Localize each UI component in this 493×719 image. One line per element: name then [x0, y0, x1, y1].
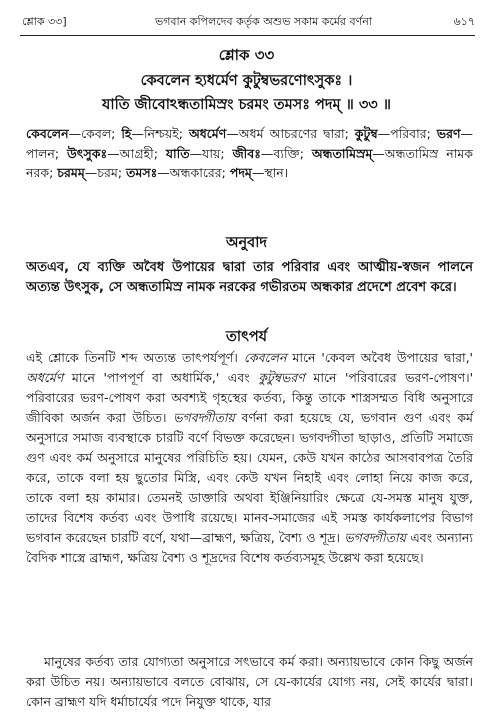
verse-line-1: কেবলেন হ্যধর্মেণ কুটুম্বভরণোৎসুকঃ ।	[140, 73, 353, 89]
synonym-meaning: স্থান	[264, 165, 284, 180]
synonym-term: হি	[121, 126, 132, 141]
synonym-meaning: ব্যক্তি	[273, 145, 300, 161]
purport-term: অধর্মেণ	[26, 370, 64, 385]
purport-text: এই শ্লোকে তিনটি শব্দ অত্যন্ত তাৎপর্যপূর্ণ।	[26, 350, 244, 365]
purport-term: ভগবদ্গীতায়	[344, 530, 406, 545]
purport-heading: তাৎপর্য	[225, 329, 268, 345]
synonym-term: অন্ধতামিস্রম্	[311, 145, 373, 161]
verse-reference: শ্লোক ৩৩]	[22, 14, 67, 28]
synonym-term: কেবলেন	[26, 126, 69, 141]
synonym-meaning: নিশ্চয়ই	[143, 126, 179, 141]
translation-text: অতএব, যে ব্যক্তি অবৈধ উপায়ের দ্বারা তার পরিবার এবং আত্মীয়-স্বজন পালনে অত্যন্ত উৎসুক, সে অন্ধতামিস্র নামক নরকের গভীরতম অন্ধকার প্রদেশে প্রবেশ করে।	[26, 260, 473, 295]
synonym-meaning: পালন	[26, 145, 55, 161]
purport-text: মানে 'পাপপূর্ণ বা অধার্মিক,' এবং	[63, 370, 259, 385]
synonyms-block: কেবলেন—কেবল; হি—নিশ্চয়ই; অধর্মেণ—অধর্ম আচরণের দ্বারা; কুটুম্ব—পরিবার; ভরণ—পালন; উৎসুকঃ—আগ্রহী; যাতি—যায়; জীবঃ—ব্যক্তি; অন্ধতামিস্রম্—অন্ধতামিস্র নামক নরক; চরমম্—চরম; তমসঃ—অন্ধকারের; পদম্—স্থান।	[26, 126, 473, 180]
translation-heading: অনুবাদ	[225, 235, 268, 251]
verse-number: শ্লোক ৩৩	[218, 46, 275, 64]
purport-paragraph-1	[26, 348, 473, 568]
synonym-term: অধর্মেণ	[188, 126, 227, 141]
purport-text: মানে 'কেবল অবৈধ উপায়ের দ্বারা,'	[286, 350, 473, 365]
purport-text: বর্ণনা করা হয়েছে যে, ভগবান গুণ এবং কর্ম অনুসারে সমাজ ব্যবস্থাকে চারটি বর্ণে বিভক্ত করেছেন। ভগবদ্গীতা ছাড়াও, প্রতিটি সমাজে গুণ এবং কর্ম অনুসারে মানুষের পরিচিতি হয়। যেমন, কেউ যখন কাঠের আসবাবপত্র তৈরি করে, তাকে বলা হয় ছুতোর মিস্ত্রি, এবং কেউ যখন নিহাই এবং লোহা নিয়ে কাজ করে, তাকে বলা হয় কামার। তেমনই ডাক্তারি অথবা ইঞ্জিনিয়ারিং ক্ষেত্রে যে-সমস্ত মানুষ যুক্ত, তাদের বিশেষ কর্তব্য এবং উপাধি রয়েছে। মানব-সমাজের এই সমস্ত কার্যকলাপের বিভাগ ভগবান করেছেন চারটি বর্ণে, যথা—ব্রাহ্মণ, ক্ষত্রিয়, বৈশ্য ও শূদ্র।	[26, 410, 473, 545]
verse-line-2: যাতি জীবোঽন্ধতামিস্রং চরমং তমসঃ পদম্ ॥ ৩৩ ॥	[102, 97, 391, 113]
synonym-term: কুটুম্ব	[354, 126, 378, 141]
synonym-term: ভরণ	[436, 126, 461, 141]
synonym-meaning: যায়	[202, 145, 221, 161]
purport-text: মানে 'পরিবারের ভরণ-পোষণ।' পরিবারের ভরণ-পোষণ করা অবশ্যই গৃহস্থের কর্তব্য, কিন্তু তাকে শাস্ত্রসম্মত বিধি অনুসারে জীবিকা অর্জন করা উচিত।	[26, 370, 474, 425]
header-divider	[20, 35, 475, 36]
chapter-title: ভগবান কপিলদেব কর্তৃক অশুভ সকাম কর্মের বর্ণনা	[155, 14, 372, 28]
purport-term: ভগবদ্গীতায়	[173, 410, 235, 425]
synonym-meaning: আগ্রহী	[119, 145, 154, 161]
synonym-term: যাতি	[165, 145, 190, 161]
running-header	[22, 12, 475, 32]
synonym-term: চরমম্	[57, 165, 85, 180]
synonym-term: তমসঃ	[126, 165, 158, 180]
purport-text: এবং অন্যান্য বৈদিক শাস্ত্রে ব্রাহ্মণ, ক্ষত্রিয় বৈশ্য ও শূদ্রদের বিশেষ কর্তব্যসমূহ উল্লেখ করা হয়েছে।	[26, 530, 473, 565]
purport-term: কেবলেন	[243, 350, 287, 365]
purport-paragraph-2: মানুষের কর্তব্য তার যোগ্যতা অনুসারে সৎভাবে কর্ম করা। অন্যায়ভাবে কোন কিছু অর্জন করা উচিত নয়। অন্যায়ভাবে বলতে বোঝায়, সে যে-কার্যের যোগ্য নয়, সেই কার্যের দ্বারা। কোন ব্রাহ্মণ যদি ধর্মাচার্যের পদে নিযুক্ত থাকে, যার	[26, 654, 473, 709]
synonym-meaning: পরিবার	[390, 126, 427, 141]
synonym-meaning: অধর্ম আচরণের দ্বারা	[238, 126, 345, 141]
synonym-meaning: অন্ধতামিস্র নামক নরক	[26, 145, 473, 180]
synonym-term: পদম্	[229, 165, 252, 180]
synonym-meaning: অন্ধকারের	[169, 165, 222, 180]
synonym-term: জীবঃ	[232, 145, 261, 161]
page-number: ৬১৭	[453, 14, 475, 28]
purport-term: কুটুম্বভরণ	[258, 370, 305, 385]
synonym-meaning: কেবল	[81, 126, 112, 141]
synonym-term: উৎসুকঃ	[67, 145, 108, 161]
synonym-meaning: চরম	[97, 165, 118, 180]
